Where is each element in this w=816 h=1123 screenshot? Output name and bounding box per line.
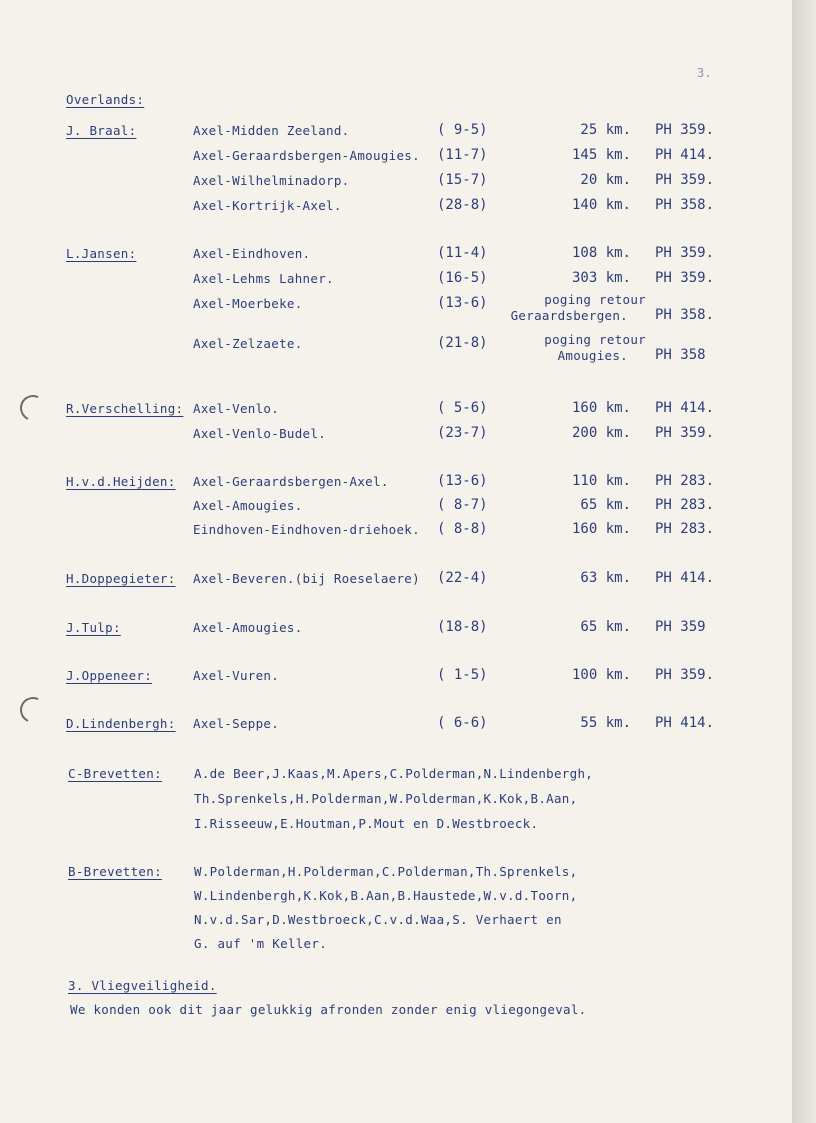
flight-date: (15-7) bbox=[437, 172, 488, 188]
flight-plane: PH 358. bbox=[655, 307, 715, 323]
flight-route: Axel-Vuren. bbox=[193, 668, 280, 683]
flight-distance: 65 km. bbox=[580, 497, 631, 513]
flight-distance: 100 km. bbox=[571, 667, 631, 683]
flight-date: ( 1-5) bbox=[437, 667, 488, 683]
pilot-name: J.Oppeneer: bbox=[66, 668, 153, 683]
flight-plane: PH 358. bbox=[655, 197, 715, 213]
flight-date: (13-6) bbox=[437, 295, 488, 311]
flight-distance: 200 km. bbox=[571, 425, 631, 441]
flight-date: (22-4) bbox=[437, 570, 488, 586]
flight-route: Axel-Eindhoven. bbox=[193, 246, 311, 261]
flight-plane: PH 359 bbox=[655, 619, 706, 635]
flight-plane: PH 414. bbox=[655, 400, 715, 416]
b-brevetten-label: B-Brevetten: bbox=[68, 864, 162, 879]
flight-date: (11-7) bbox=[437, 147, 488, 163]
flight-route: Axel-Wilhelminadorp. bbox=[193, 173, 350, 188]
b-brevetten-line: W.Lindenbergh,K.Kok,B.Aan,B.Haustede,W.v.d.Toorn, bbox=[194, 888, 578, 903]
flight-distance-detail: Amougies. bbox=[557, 348, 628, 363]
flight-route: Axel-Venlo-Budel. bbox=[193, 426, 327, 441]
flight-distance: 55 km. bbox=[580, 715, 631, 731]
flight-plane: PH 358 bbox=[655, 347, 706, 363]
flight-date: ( 9-5) bbox=[437, 122, 488, 138]
section-title: Overlands: bbox=[66, 92, 145, 107]
flight-route: Axel-Amougies. bbox=[193, 498, 303, 513]
flight-date: (13-6) bbox=[437, 473, 488, 489]
flight-distance: 65 km. bbox=[580, 619, 631, 635]
safety-text: We konden ook dit jaar gelukkig afronden zonder enig vliegongeval. bbox=[70, 1002, 587, 1017]
flight-plane: PH 359. bbox=[655, 122, 715, 138]
flight-distance: poging retour bbox=[544, 292, 646, 307]
flight-plane: PH 359. bbox=[655, 667, 715, 683]
pilot-name: H.v.d.Heijden: bbox=[66, 474, 176, 489]
pilot-name: L.Jansen: bbox=[66, 246, 137, 261]
flight-route: Axel-Seppe. bbox=[193, 716, 280, 731]
flight-distance: 160 km. bbox=[571, 400, 631, 416]
flight-distance: 303 km. bbox=[571, 270, 631, 286]
flight-plane: PH 283. bbox=[655, 521, 715, 537]
flight-date: (11-4) bbox=[437, 245, 488, 261]
flight-date: (16-5) bbox=[437, 270, 488, 286]
flight-route: Axel-Geraardsbergen-Amougies. bbox=[193, 148, 420, 163]
flight-date: ( 6-6) bbox=[437, 715, 488, 731]
flight-distance: 25 km. bbox=[580, 122, 631, 138]
b-brevetten-line: N.v.d.Sar,D.Westbroeck,C.v.d.Waa,S. Verhaert en bbox=[194, 912, 562, 927]
flight-route: Axel-Amougies. bbox=[193, 620, 303, 635]
flight-route: Eindhoven-Eindhoven-driehoek. bbox=[193, 522, 420, 537]
flight-route: Axel-Moerbeke. bbox=[193, 296, 303, 311]
flight-plane: PH 283. bbox=[655, 473, 715, 489]
flight-date: ( 5-6) bbox=[437, 400, 488, 416]
pilot-name: J.Tulp: bbox=[66, 620, 121, 635]
c-brevetten-line: I.Risseeuw,E.Houtman,P.Mout en D.Westbroeck. bbox=[194, 816, 539, 831]
flight-plane: PH 414. bbox=[655, 570, 715, 586]
b-brevetten-line: W.Polderman,H.Polderman,C.Polderman,Th.Sprenkels, bbox=[194, 864, 578, 879]
flight-distance: 160 km. bbox=[571, 521, 631, 537]
flight-route: Axel-Zelzaete. bbox=[193, 336, 303, 351]
flight-date: ( 8-8) bbox=[437, 521, 488, 537]
flight-date: (23-7) bbox=[437, 425, 488, 441]
flight-distance: 140 km. bbox=[571, 197, 631, 213]
flight-distance: 108 km. bbox=[571, 245, 631, 261]
flight-route: Axel-Midden Zeeland. bbox=[193, 123, 350, 138]
flight-distance-detail: Geraardsbergen. bbox=[510, 308, 628, 323]
flight-route: Axel-Kortrijk-Axel. bbox=[193, 198, 342, 213]
flight-plane: PH 359. bbox=[655, 172, 715, 188]
flight-plane: PH 359. bbox=[655, 270, 715, 286]
flight-date: ( 8-7) bbox=[437, 497, 488, 513]
c-brevetten-line: A.de Beer,J.Kaas,M.Apers,C.Polderman,N.Lindenbergh, bbox=[194, 766, 594, 781]
flight-date: (18-8) bbox=[437, 619, 488, 635]
pilot-name: D.Lindenbergh: bbox=[66, 716, 176, 731]
safety-heading: 3. Vliegveiligheid. bbox=[68, 978, 217, 993]
b-brevetten-line: G. auf 'm Keller. bbox=[194, 936, 328, 951]
flight-plane: PH 414. bbox=[655, 715, 715, 731]
flight-plane: PH 283. bbox=[655, 497, 715, 513]
c-brevetten-label: C-Brevetten: bbox=[68, 766, 162, 781]
page-number: 3. bbox=[697, 66, 712, 80]
c-brevetten-line: Th.Sprenkels,H.Polderman,W.Polderman,K.Kok,B.Aan, bbox=[194, 791, 578, 806]
flight-distance: poging retour bbox=[544, 332, 646, 347]
flight-route: Axel-Beveren.(bij Roeselaere) bbox=[193, 571, 420, 586]
flight-distance: 110 km. bbox=[571, 473, 631, 489]
pilot-name: H.Doppegieter: bbox=[66, 571, 176, 586]
flight-route: Axel-Lehms Lahner. bbox=[193, 271, 334, 286]
flight-distance: 63 km. bbox=[580, 570, 631, 586]
flight-distance: 145 km. bbox=[571, 147, 631, 163]
flight-route: Axel-Geraardsbergen-Axel. bbox=[193, 474, 389, 489]
pilot-name: R.Verschelling: bbox=[66, 401, 184, 416]
flight-plane: PH 414. bbox=[655, 147, 715, 163]
pilot-name: J. Braal: bbox=[66, 123, 137, 138]
flight-plane: PH 359. bbox=[655, 245, 715, 261]
flight-distance: 20 km. bbox=[580, 172, 631, 188]
flight-route: Axel-Venlo. bbox=[193, 401, 280, 416]
flight-date: (28-8) bbox=[437, 197, 488, 213]
flight-date: (21-8) bbox=[437, 335, 488, 351]
paper-edge bbox=[792, 0, 816, 1123]
flight-plane: PH 359. bbox=[655, 425, 715, 441]
